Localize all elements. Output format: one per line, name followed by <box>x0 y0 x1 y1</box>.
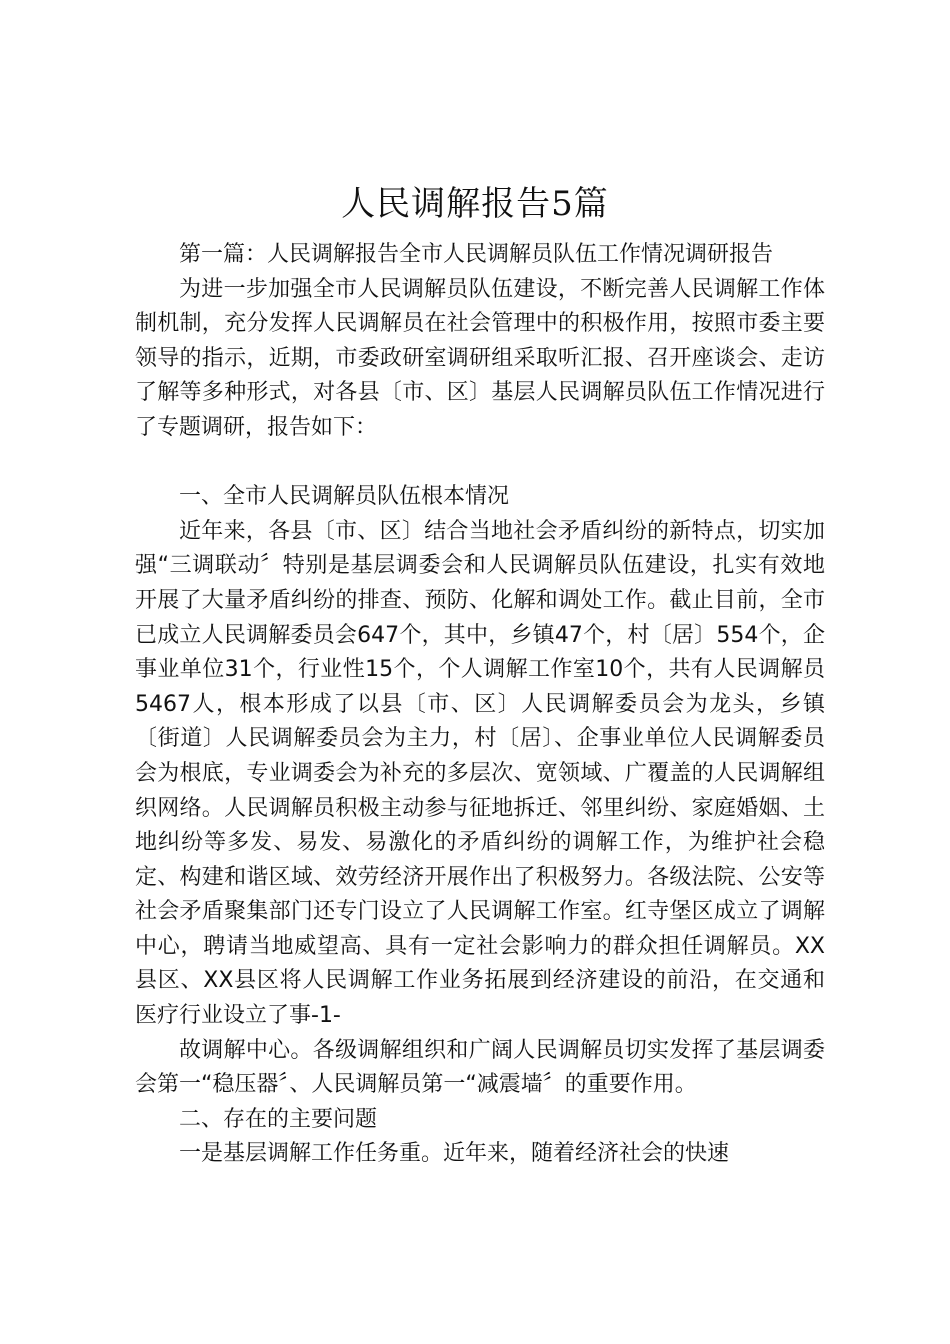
paragraph-continued: 故调解中心。各级调解组织和广阔人民调解员切实发挥了基层调委会第一“稳压器〞、人民调解员第一“减震墙〞的重要作用。 <box>135 1037 825 1098</box>
paragraph-chapter-heading: 第一篇：人民调解报告全市人民调解员队伍工作情况调研报告 <box>179 242 774 267</box>
paragraph-basic-situation: 近年来，各县〔市、区〕结合当地社会矛盾纠纷的新特点，切实加强“三调联动〞特别是基层调委会和人民调解员队伍建设，扎实有效地开展了大量矛盾纠纷的排查、预防、化解和调处工作。截止目前，全市已成立人民调解委员会647个，其中，乡镇47个，村〔居〕554个，企事业单位31个，行业性15个，个人调解工作室10个，共有人民调解员5467人，根本形成了以县〔市、区〕人民调解委员会为龙头，乡镇〔街道〕人民调解委员会为主力，村〔居〕、企事业单位人民调解委员会为根底，专业调委会为补充的多层次、宽领域、广覆盖的人民调解组织网络。人民调解员积极主动参与征地拆迁、邻里纠纷、家庭婚姻、土地纠纷等多发、易发、易激化的矛盾纠纷的调解工作，为维护社会稳定、构建和谐区域、效劳经济开展作出了积极努力。各级法院、公安等社会矛盾聚集部门还专门设立了人民调解工作室。红寺堡区成立了调解中心，聘请当地威望高、具有一定社会影响力的群众担任调解员。XX县区、XX县区将人民调解工作业务拓展到经济建设的前沿，在交通和医疗行业设立了事-1- <box>135 518 825 1029</box>
section-heading-main-problems: 二、存在的主要问题 <box>179 1106 378 1132</box>
document-title: 人民调解报告5篇 <box>341 184 609 224</box>
paragraph-introduction: 为进一步加强全市人民调解员队伍建设，不断完善人民调解工作体制机制，充分发挥人民调解员在社会管理中的积极作用，按照市委主要领导的指示，近期，市委政研室调研组采取听汇报、召开座谈会、走访了解等多种形式，对各县〔市、区〕基层人民调解员队伍工作情况进行了专题调研，报告如下： <box>135 276 825 440</box>
document-body <box>135 238 825 1172</box>
paragraph-main-problems: 一是基层调解工作任务重。近年来，随着经济社会的快速 <box>179 1141 730 1167</box>
section-heading-basic-situation: 一、全市人民调解员队伍根本情况 <box>179 484 510 510</box>
